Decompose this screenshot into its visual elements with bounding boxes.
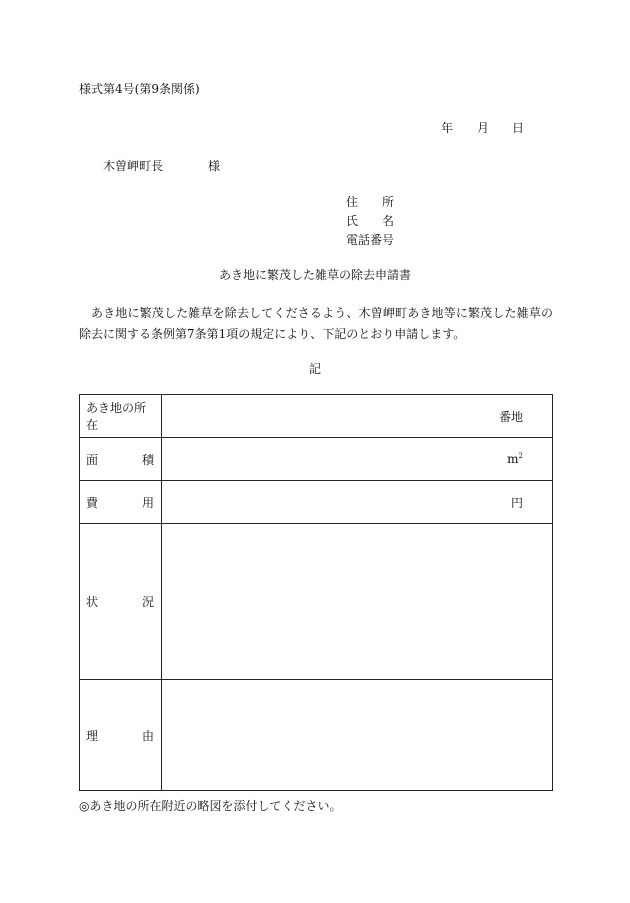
applicant-name-label-char2: 名: [382, 214, 395, 228]
addressee-name: 木曽岬町長: [103, 159, 164, 173]
cost-value-cell[interactable]: [162, 481, 553, 524]
area-label-char1: 面: [86, 452, 99, 467]
area-label-cell: [80, 438, 162, 481]
date-day-label: 日: [512, 121, 525, 135]
cost-label-char1: 費: [86, 495, 99, 510]
location-label-cell: [80, 395, 162, 438]
body-text: あき地に繁茂した雑草を除去してくださるよう、木曽岬町あき地等に繁茂した雑草の除去に関する条例第7条第1項の規定により、下記のとおり申請します。: [79, 306, 553, 341]
status-label-cell: [80, 524, 162, 680]
attachment-note: ◎あき地の所在附近の略図を添付してください。: [79, 799, 342, 813]
form-number: 様式第4号(第9条関係): [79, 82, 200, 96]
area-unit: [507, 452, 523, 466]
cost-row: [80, 481, 553, 524]
cost-unit: 円: [510, 495, 523, 510]
applicant-name-label: [346, 212, 394, 229]
status-row: [80, 524, 553, 680]
applicant-phone-label: 電話番号: [346, 233, 395, 247]
status-label-char2: 況: [141, 595, 154, 609]
date-month-label: 月: [477, 121, 490, 135]
ki-heading: 記: [308, 362, 321, 376]
location-row: [80, 395, 553, 438]
cost-label-char2: 用: [141, 495, 154, 510]
reason-label-char2: 由: [141, 728, 154, 743]
area-label-char2: 積: [141, 452, 154, 467]
cost-label-cell: [80, 481, 162, 524]
reason-value-cell[interactable]: [162, 680, 553, 791]
area-value-cell[interactable]: [162, 438, 553, 481]
applicant-name-label-char1: 氏: [346, 214, 359, 228]
applicant-address-label-char2: 所: [382, 195, 395, 209]
location-value-cell[interactable]: [162, 395, 553, 438]
area-unit-exponent: 2: [518, 452, 523, 460]
reason-label-cell: [80, 680, 162, 791]
date-year-label: 年: [441, 121, 454, 135]
location-label: あき地の所在: [86, 401, 147, 432]
area-unit-base: m: [507, 452, 519, 466]
application-table: [79, 394, 553, 791]
reason-row: [80, 680, 553, 791]
applicant-address-label: [346, 193, 394, 210]
location-unit: 番地: [498, 409, 523, 424]
addressee-honorific: 様: [208, 159, 221, 173]
status-value-cell[interactable]: [162, 524, 553, 680]
area-row: [80, 438, 553, 481]
status-label-char1: 状: [86, 595, 99, 609]
applicant-address-label-char1: 住: [346, 195, 359, 209]
reason-label-char1: 理: [86, 728, 99, 743]
document-title: あき地に繁茂した雑草の除去申請書: [218, 268, 411, 282]
